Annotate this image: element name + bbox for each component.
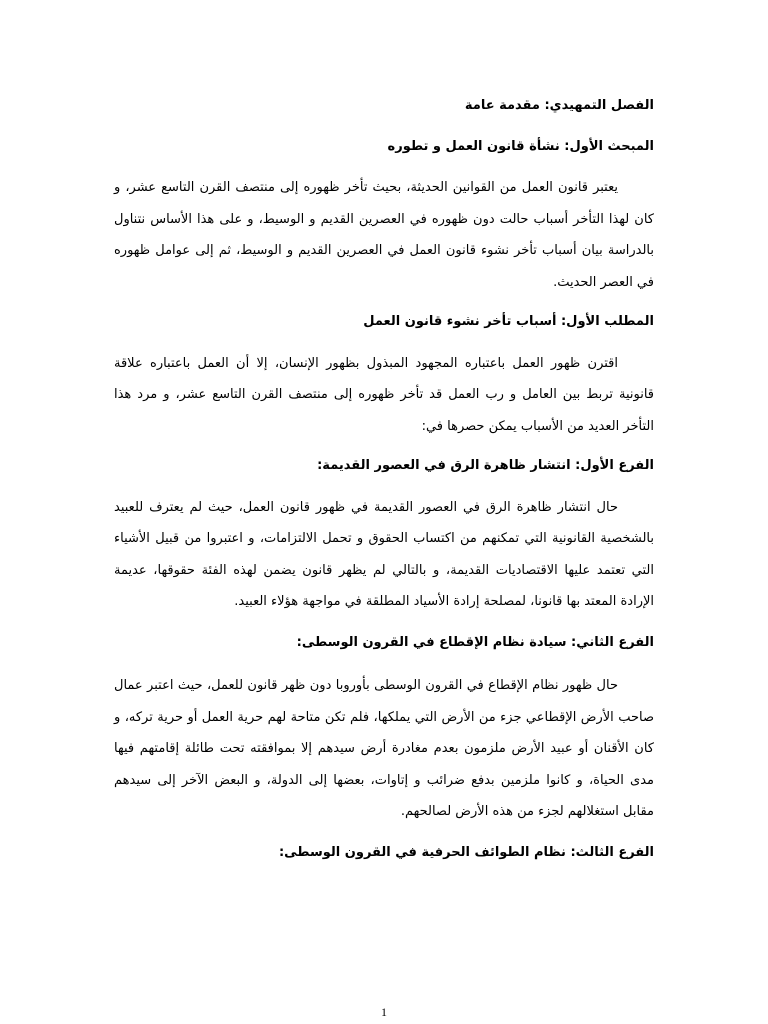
document-body: [114, 90, 654, 880]
branch-1-paragraph: حال انتشار ظاهرة الرق في العصور القديمة في ظهور قانون العمل، حيث لم يعترف للعبيد بالشخصية القانونية التي تمكنهم من اكتساب الحقوق و تحمل الالتزامات، و اعتبروا من قبيل الأشياء التي تعتمد عليها الاقتصاديات القديمة، و بالتالي لم يظهر قانون يضمن لهذه الفئة حقوقها، عديمة الإرادة المعتد بها قانونا، لمصلحة إرادة الأسياد المطلقة في مواجهة هؤلاء العبيد.: [114, 499, 654, 609]
branch-2-paragraph: حال ظهور نظام الإقطاع في القرون الوسطى بأوروبا دون ظهر قانون للعمل، حيث اعتبر عمال صاحب الأرض الإقطاعي جزء من الأرض التي يملكها، فلم تكن متاحة لهم حرية العمل أو حرية تركه، و كان الأقنان أو عبيد الأرض ملزمون بعدم مغادرة أرض سيدهم إلا بموافقته تحت طائلة إقامتهم فيها مدى الحياة، و كانوا ملزمين بدفع ضرائب و إتاوات، بعضها إلى الدولة، و البعض الآخر إلى سيدهم مقابل استغلالهم لجزء من هذه الأرض لصالحهم.: [114, 678, 654, 819]
branch-3-title: الفرع الثالث: نظام الطوائف الحرفية في القرون الوسطى:: [278, 844, 654, 860]
chapter-title: الفصل التمهيدي: مقدمة عامة: [464, 98, 654, 113]
section-title: المبحث الأول: نشأة قانون العمل و تطوره: [387, 138, 654, 154]
page-number: 1: [381, 1005, 387, 1019]
branch-1-title: الفرع الأول: انتشار ظاهرة الرق في العصور القديمة:: [317, 458, 654, 473]
subsection-title: المطلب الأول: أسباب تأخر نشوء قانون العمل: [363, 314, 654, 329]
section-intro-paragraph: يعتبر قانون العمل من القوانين الحديثة، بحيث تأخر ظهوره إلى منتصف القرن التاسع عشر، و كان لهذا التأخر أسباب حالت دون ظهوره في العصرين القديم و الوسيط، و على هذا الأساس نتناول بالدراسة بيان أسباب تأخر نشوء قانون العمل في العصرين القديم و الوسيط، ثم إلى عوامل ظهوره في العصر الحديث.: [114, 180, 654, 290]
branch-2-title: الفرع الثاني: سيادة نظام الإقطاع في القرون الوسطى:: [296, 634, 654, 650]
subsection-intro-paragraph: اقترن ظهور العمل باعتباره المجهود المبذول بظهور الإنسان، إلا أن العمل باعتباره علاقة قانونية تربط بين العامل و رب العمل قد تأخر ظهوره إلى منتصف القرن التاسع عشر، و مرد هذا التأخر العديد من الأسباب يمكن حصرها في:: [114, 355, 654, 434]
